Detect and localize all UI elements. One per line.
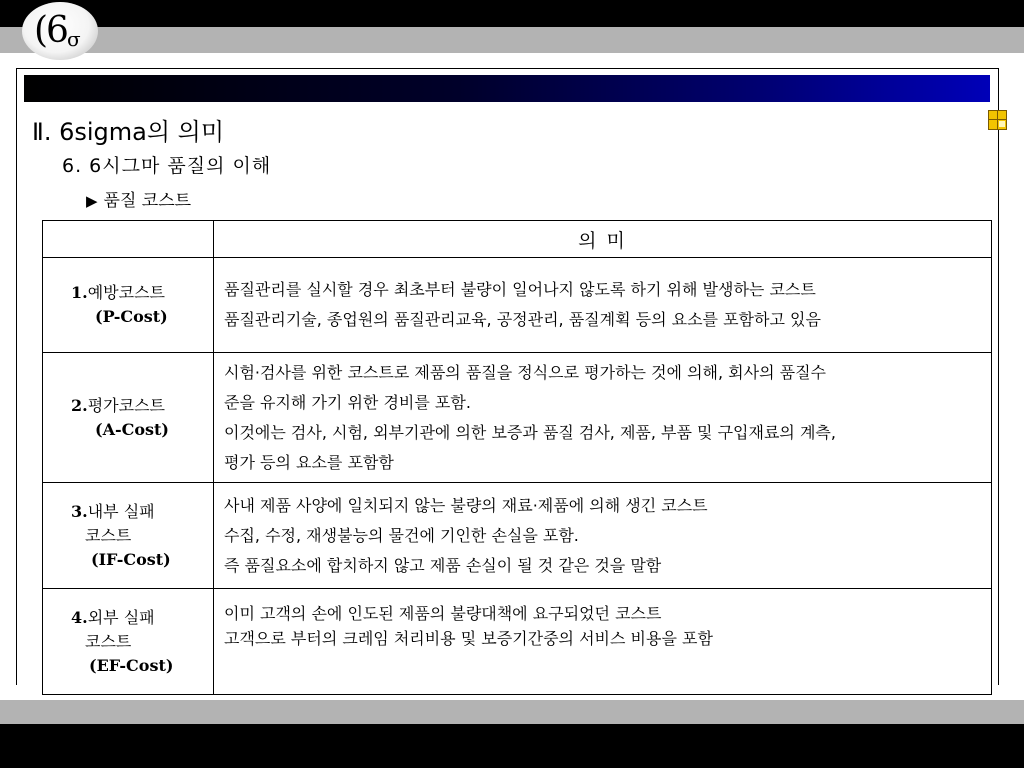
description-line: 이것에는 검사, 시험, 외부기관에 의한 보증과 품질 검사, 제품, 부품 및 구입재료의 계측, [224,422,836,442]
bottom-black-bar [0,724,1024,768]
cost-code: (EF-Cost) [89,655,174,675]
description-line: 즉 품질요소에 합치하지 않고 제품 손실이 될 것 같은 것을 말함 [224,555,662,575]
description-line: 고객으로 부터의 크레임 처리비용 및 보증기간중의 서비스 비용을 포함 [224,629,713,648]
description-line: 준을 유지해 가기 위한 경비를 포함. [224,392,471,412]
table-row [43,483,992,589]
top-black-bar [0,0,1024,27]
bottom-gray-band [0,700,1024,724]
table-row [43,353,992,483]
section-heading-label: 품질 코스트 [103,191,192,211]
cost-name: 예방코스트 [87,283,165,302]
cost-name-line-2: 코스트 [85,631,132,651]
title-gradient-bar [24,75,990,102]
description-line: 품질관리기술, 종업원의 품질관리교육, 공정관리, 품질계획 등의 요소를 포함하고 있음 [224,310,821,329]
cost-name: 평가코스트 [87,395,165,415]
cost-name-line [71,500,212,524]
page-title: Ⅱ. 6sigma의 의미 [32,118,225,146]
cost-name-line [71,281,212,305]
description-line: 품질관리를 실시할 경우 최초부터 불량이 일어나지 않도록 하기 위해 발생하는 코스트 [224,280,816,299]
cost-name-cell [43,258,214,353]
cost-number: 3. [71,501,88,521]
grid-icon [988,110,1007,130]
cost-description-cell [214,483,992,589]
cost-number: 2. [71,395,88,415]
cost-name-cell [43,483,214,589]
grid-icon-cell [999,121,1005,127]
cost-name-line [71,606,212,630]
cost-code: (P-Cost) [95,307,168,326]
description-line: 수집, 수정, 재생불능의 물건에 기인한 손실을 포함. [224,525,579,545]
table-header-row [43,221,992,258]
cost-name: 내부 실패 [87,501,155,521]
cost-description-cell [214,589,992,695]
description-line: 이미 고객의 손에 인도된 제품의 불량대책에 요구되었던 코스트 [224,604,662,623]
logo-icon [22,2,98,60]
cost-name-line [71,394,212,418]
logo-number: 6 [46,10,67,51]
section-subtitle: 6. 6시그마 품질의 이해 [62,155,272,177]
cost-number: 4. [71,607,88,627]
cost-name-cell [43,589,214,695]
description-line: 사내 제품 사양에 일치되지 않는 불량의 재료·제품에 의해 생긴 코스트 [224,495,708,515]
table-row [43,589,992,695]
cost-name-cell [43,353,214,483]
cost-description-cell [214,258,992,353]
header-blank-cell [43,221,214,258]
cost-number: 1. [71,283,88,302]
description-line: 평가 등의 요소를 포함함 [224,452,394,472]
top-gray-band [0,27,1024,53]
cost-description-cell [214,353,992,483]
description-line: 시험·검사를 위한 코스트로 제품의 품질을 정식으로 평가하는 것에 의해, 회사의 품질수 [224,362,826,382]
cost-code: (IF-Cost) [91,549,171,569]
section-heading [86,186,191,211]
cost-code: (A-Cost) [95,419,169,439]
cost-name-line-2: 코스트 [85,525,132,545]
header-meaning-cell: 의 미 [214,221,992,258]
table-row [43,258,992,353]
quality-cost-table [42,220,992,695]
cost-name: 외부 실패 [87,607,155,627]
logo-text: ($6_\sigma$ [34,10,79,51]
triangle-bullet-icon: ▶ [86,192,98,210]
logo-sigma: σ [66,27,79,51]
